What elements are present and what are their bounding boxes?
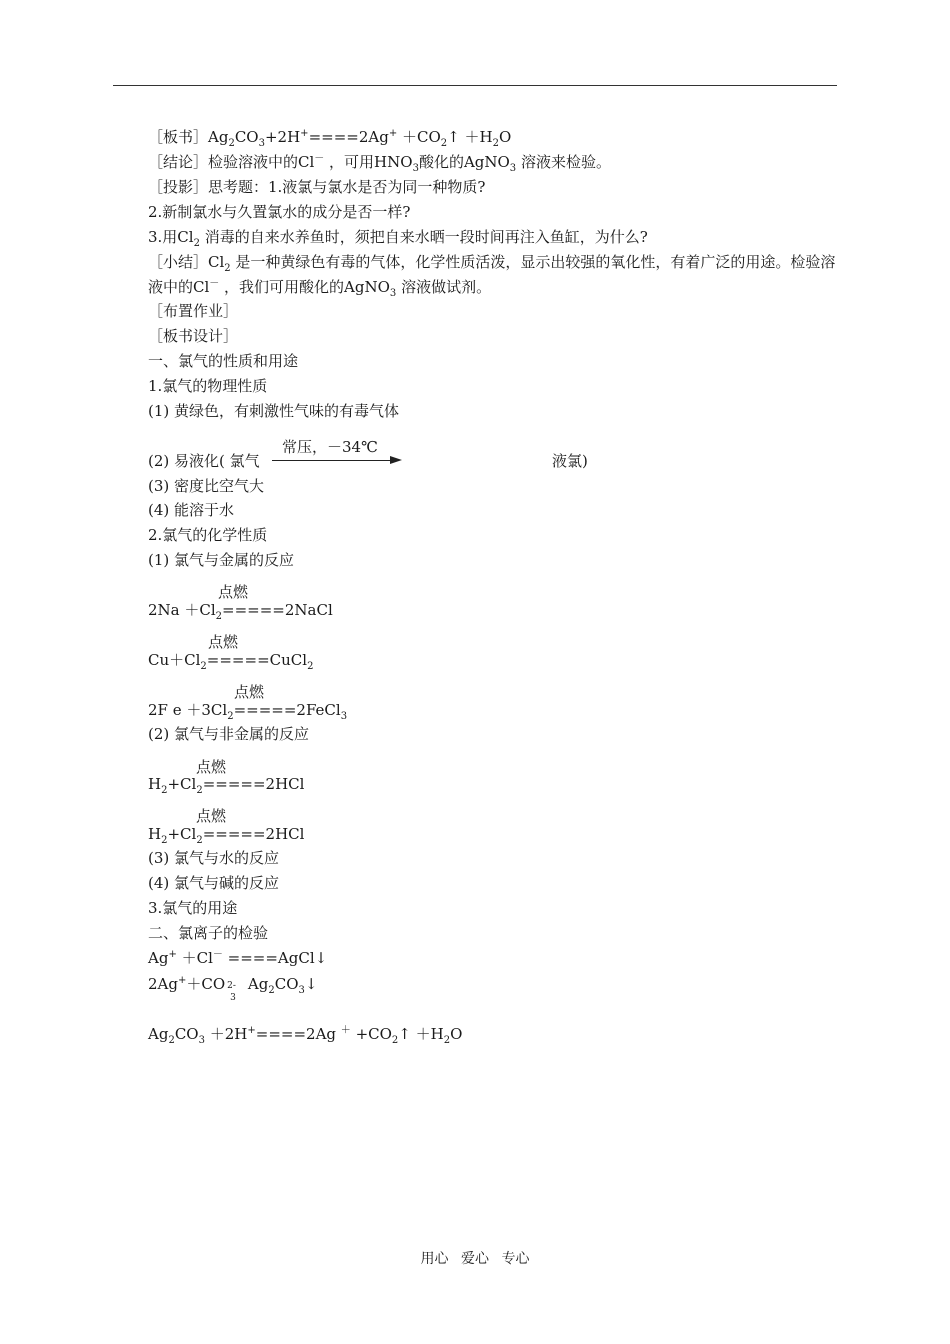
- summary-paragraph: ［小结$]Cl_2$ 是一种黄绿色有毒的气体，化学性质活泼，显示出较强的氧化性，有着广泛的用途。检验溶液中的Cl－ ，我们可用酸化的AgNO$_3$ 溶液做试剂。: [148, 253, 836, 299]
- conclusion-line: ［结论］检验溶液中的Cl－ ，可用$HNO_3$酸化的AgNO$_3$ 溶液来检验。: [148, 153, 611, 174]
- equation-h2-2: $H_2+Cl_2=====2HCl$: [148, 825, 305, 846]
- section-1-heading: 一、氯气的性质和用途: [148, 352, 299, 370]
- equation-agcl: Ag+ ＋Cl－ ====AgCl↓: [148, 949, 328, 967]
- alkali-reaction-heading: (4) 氯气与碱的反应: [148, 874, 280, 892]
- property-1: (1) 黄绿色，有刺激性气味的有毒气体: [148, 402, 400, 420]
- question-3: 3.用$Cl_2$ 消毒的自来水养鱼时，须把自来水晒一段时间再注入鱼缸，为什么?: [148, 228, 648, 249]
- metal-reaction-heading: (1) 氯气与金属的反应: [148, 551, 295, 569]
- condition-label: 点燃: [196, 758, 227, 776]
- reaction-arrow: [272, 460, 392, 461]
- arrow-condition: 常压，－34℃: [282, 438, 378, 456]
- physical-properties-heading: 1.氯气的物理性质: [148, 377, 268, 395]
- property-4: (4) 能溶于水: [148, 501, 235, 519]
- equation-h2-1: $H_2+Cl_2=====2HCl$: [148, 775, 305, 796]
- equation-cu: $Cu+Cl_2=====CuCl_2$: [148, 651, 314, 672]
- section-2-heading: 二、氯离子的检验: [148, 924, 269, 942]
- equation-na: $2Na +Cl_2=====2NaCl$: [148, 601, 333, 622]
- condition-label: 点燃: [196, 807, 227, 825]
- equation-dissolve: $Ag_2CO_3 +2H^+====2Ag$ $^+ +CO_2↑ +H_2O$: [148, 1025, 463, 1046]
- homework-heading: ［布置作业］: [148, 302, 239, 320]
- board-design-heading: ［板书设计］: [148, 327, 239, 345]
- condition-label: 点燃: [208, 633, 239, 651]
- equation-ag2co3: 2Ag+＋CO 2- 3 $Ag_2CO_3↓$: [148, 975, 318, 1003]
- chemical-properties-heading: 2.氯气的化学性质: [148, 526, 268, 544]
- header-rule: [113, 85, 837, 86]
- uses-heading: 3.氯气的用途: [148, 899, 238, 917]
- property-2: (2) 易液化( 氯气: [148, 452, 260, 470]
- water-reaction-heading: (3) 氯气与水的反应: [148, 849, 280, 867]
- nonmetal-reaction-heading: (2) 氯气与非金属的反应: [148, 725, 310, 743]
- condition-label: 点燃: [218, 583, 249, 601]
- property-3: (3) 密度比空气大: [148, 477, 265, 495]
- board-note-line: ［板书$]Ag_2CO_3+2H^+====2Ag^+$ $+CO_2↑ +H_2O$: [148, 128, 512, 149]
- question-2: 2.新制氯水与久置氯水的成分是否一样?: [148, 203, 411, 221]
- arrow-head-icon: [390, 456, 402, 464]
- property-2-product: 液氯): [552, 452, 588, 470]
- condition-label: 点燃: [234, 683, 265, 701]
- page-footer: 用心 爱心 专心: [420, 1251, 530, 1267]
- equation-fe: 2F $e +3Cl_2=====2FeCl_3$: [148, 701, 348, 722]
- projection-line: ［投影］思考题：1.液氯与氯水是否为同一种物质?: [148, 178, 486, 196]
